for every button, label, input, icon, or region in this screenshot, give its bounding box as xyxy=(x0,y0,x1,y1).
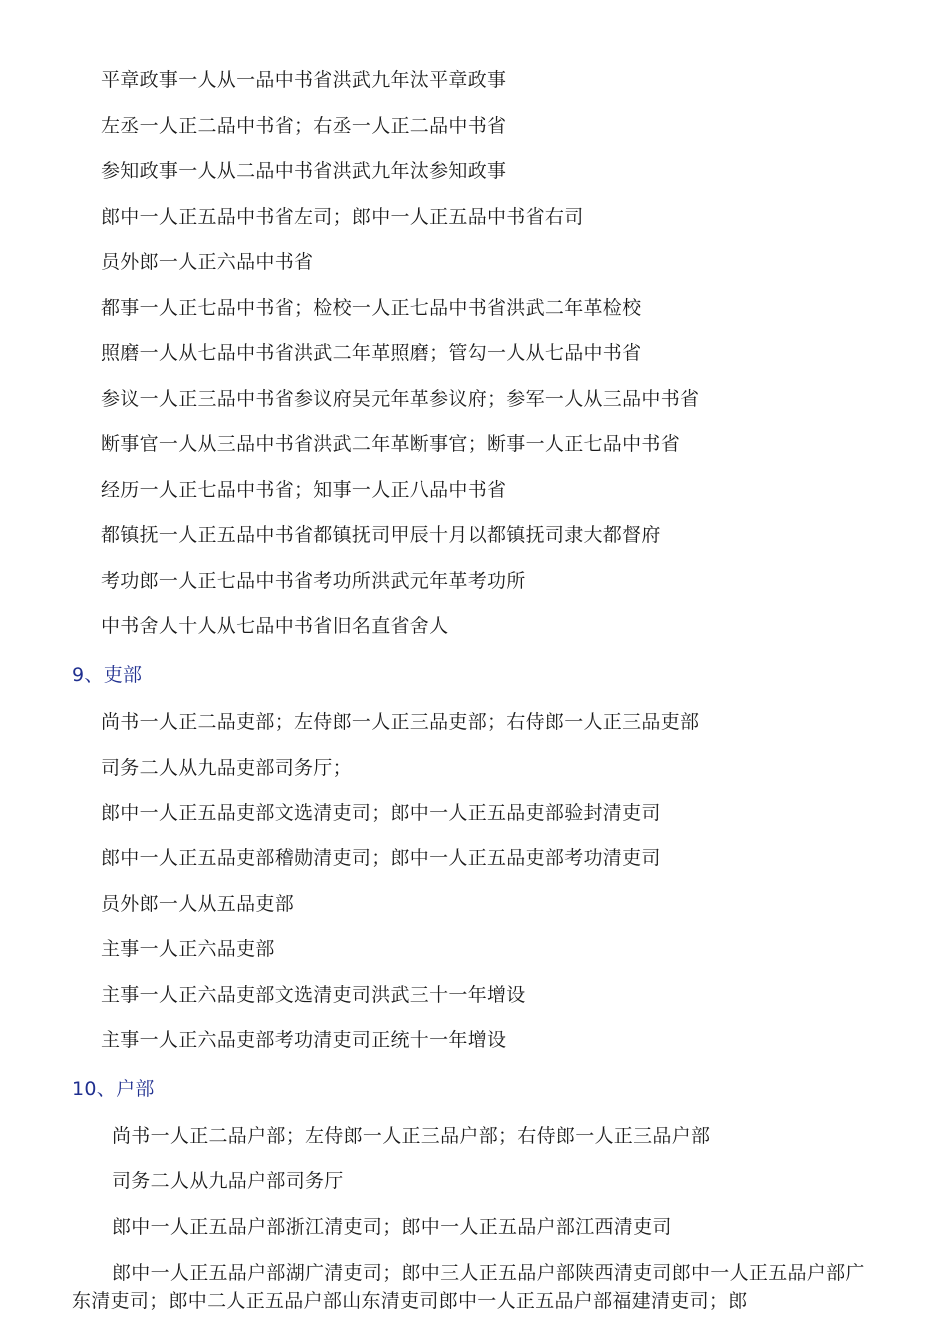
text-line: 左丞一人正二品中书省；右丞一人正二品中书省 xyxy=(101,115,507,137)
text-line: 郎中一人正五品户部浙江清吏司；郎中一人正五品户部江西清吏司 xyxy=(112,1216,672,1238)
text-line: 主事一人正六品吏部 xyxy=(101,938,275,960)
paragraph: 郎中一人正五品户部湖广清吏司；郎中三人正五品户部陕西清吏司郎中一人正五品户部广东清吏司；郎中二人正五品户部山东清吏司郎中一人正五品户部福建清吏司；郎 xyxy=(72,1262,865,1312)
text-line: 郎中一人正五品吏部稽勋清吏司；郎中一人正五品吏部考功清吏司 xyxy=(101,847,661,869)
text-line: 经历一人正七品中书省；知事一人正八品中书省 xyxy=(101,479,507,501)
text-line: 断事官一人从三品中书省洪武二年革断事官；断事一人正七品中书省 xyxy=(101,433,681,455)
text-line: 平章政事一人从一品中书省洪武九年汰平章政事 xyxy=(101,69,507,91)
text-line: 参知政事一人从二品中书省洪武九年汰参知政事 xyxy=(101,160,507,182)
text-line: 郎中一人正五品中书省左司；郎中一人正五品中书省右司 xyxy=(101,206,584,228)
text-line: 司务二人从九品吏部司务厅； xyxy=(101,757,352,779)
section-heading: 10、户部 xyxy=(72,1078,155,1100)
text-line: 员外郎一人正六品中书省 xyxy=(101,251,314,273)
section-heading: 9、吏部 xyxy=(72,664,143,686)
text-line: 考功郎一人正七品中书省考功所洪武元年革考功所 xyxy=(101,570,526,592)
text-line: 尚书一人正二品户部；左侍郎一人正三品户部；右侍郎一人正三品户部 xyxy=(112,1125,711,1147)
text-line: 主事一人正六品吏部文选清吏司洪武三十一年增设 xyxy=(101,984,526,1006)
text-line: 照磨一人从七品中书省洪武二年革照磨；管勾一人从七品中书省 xyxy=(101,342,642,364)
text-line: 主事一人正六品吏部考功清吏司正统十一年增设 xyxy=(101,1029,507,1051)
text-line: 郎中一人正五品吏部文选清吏司；郎中一人正五品吏部验封清吏司 xyxy=(101,802,661,824)
text-line: 司务二人从九品户部司务厅 xyxy=(112,1170,344,1192)
text-line: 都事一人正七品中书省；检校一人正七品中书省洪武二年革检校 xyxy=(101,297,642,319)
text-line: 尚书一人正二品吏部；左侍郎一人正三品吏部；右侍郎一人正三品吏部 xyxy=(101,711,700,733)
text-line: 参议一人正三品中书省参议府吴元年革参议府；参军一人从三品中书省 xyxy=(101,388,700,410)
text-line: 员外郎一人从五品吏部 xyxy=(101,893,295,915)
text-line: 中书舍人十人从七品中书省旧名直省舍人 xyxy=(101,615,449,637)
text-line: 都镇抚一人正五品中书省都镇抚司甲辰十月以都镇抚司隶大都督府 xyxy=(101,524,661,546)
